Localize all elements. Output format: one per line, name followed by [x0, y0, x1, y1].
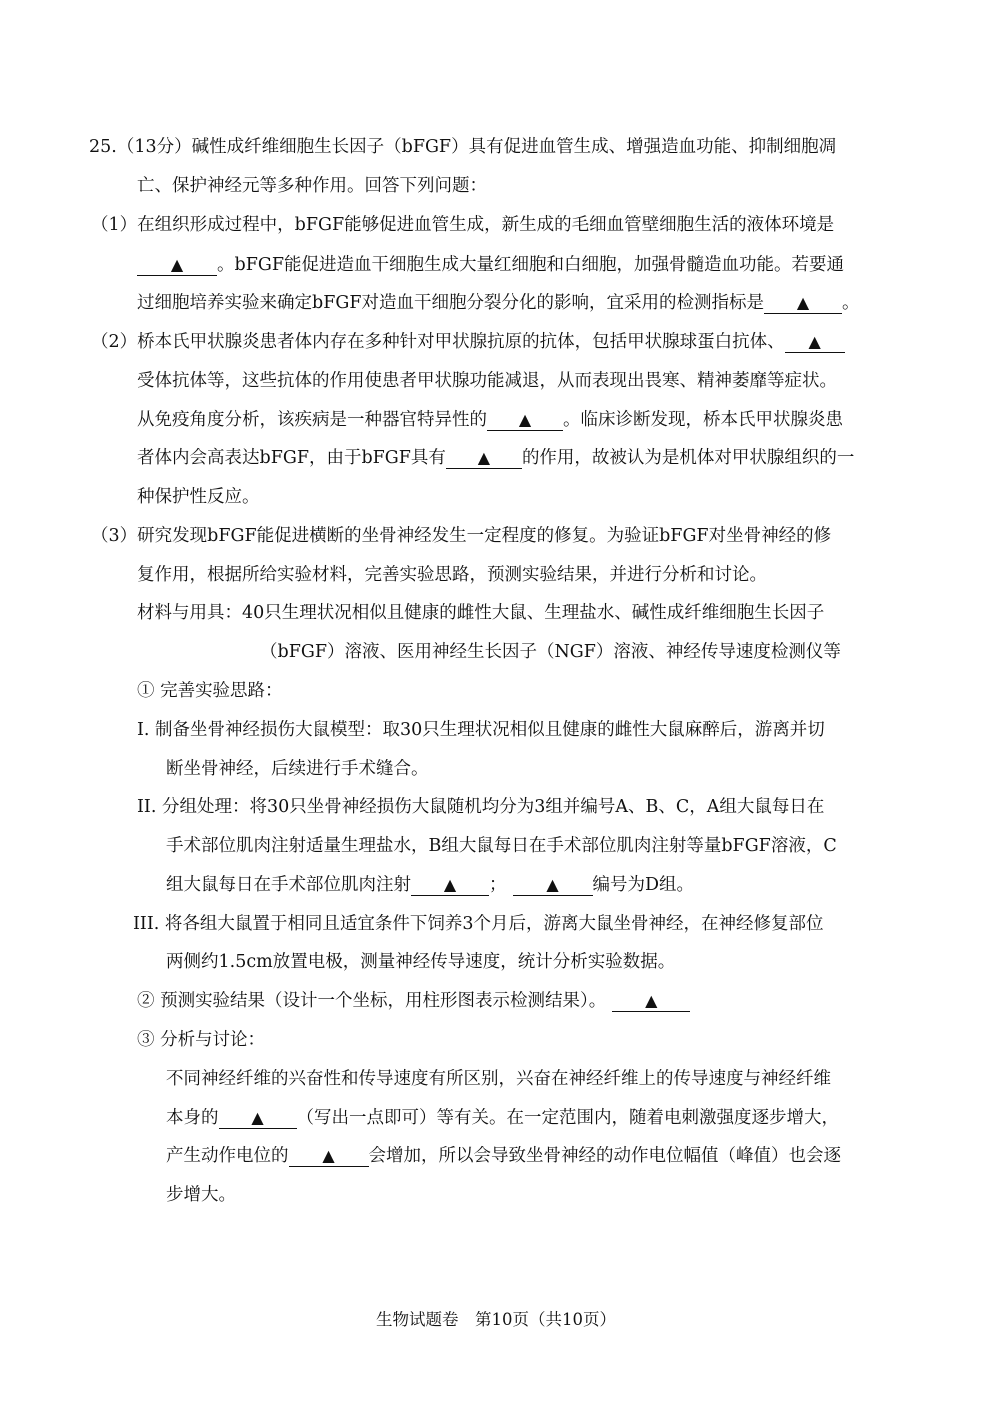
- answer-blank[interactable]: ▲: [137, 255, 217, 276]
- discussion-line-3: 产生动作电位的 ▲ 会增加，所以会导致坐骨神经的动作电位幅值（峰值）也会逐: [166, 1146, 841, 1166]
- subquestion-3: ③ 分析与讨论：: [137, 1030, 266, 1050]
- answer-blank[interactable]: ▲: [513, 875, 593, 896]
- answer-blank[interactable]: ▲: [487, 410, 563, 431]
- subquestion-2: ② 预测实验结果（设计一个坐标，用柱形图表示检测结果）。 ▲: [137, 989, 690, 1013]
- step2-line-3: 组大鼠每日在手术部位肌肉注射 ▲ ； ▲ 编号为D组。: [166, 875, 695, 895]
- step3-line-1: III. 将各组大鼠置于相同且适宜条件下饲养3个月后，游离大鼠坐骨神经，在神经修复部位: [133, 914, 824, 934]
- answer-blank[interactable]: ▲: [219, 1108, 297, 1129]
- answer-blank[interactable]: ▲: [289, 1146, 369, 1167]
- step2-line-1: II. 分组处理：将30只坐骨神经损伤大鼠随机均分为3组并编号A、B、C，A组大鼠每日在: [137, 797, 825, 817]
- part1-line-2: ▲ 。bFGF能促进造血干细胞生成大量红细胞和白细胞，加强骨髓造血功能。若要通: [137, 253, 844, 277]
- part2-line-3: 从免疫角度分析，该疾病是一种器官特异性的 ▲ 。临床诊断发现，桥本氏甲状腺炎患: [137, 410, 843, 430]
- step1-line-1: I. 制备坐骨神经损伤大鼠模型：取30只生理状况相似且健康的雌性大鼠麻醉后，游离并切: [137, 720, 825, 740]
- part2-line-2: 受体抗体等，这些抗体的作用使患者甲状腺功能减退，从而表现出畏寒、精神萎靡等症状。: [137, 371, 837, 391]
- question-intro: （13分）碱性成纤维细胞生长因子（bFGF）具有促进血管生成、增强造血功能、抑制细胞凋: [116, 137, 837, 157]
- answer-blank[interactable]: ▲: [785, 332, 845, 353]
- discussion-line-1: 不同神经纤维的兴奋性和传导速度有所区别，兴奋在神经纤维上的传导速度与神经纤维: [166, 1069, 831, 1089]
- answer-blank[interactable]: ▲: [446, 448, 522, 469]
- step1-line-2: 断坐骨神经，后续进行手术缝合。: [166, 759, 429, 779]
- discussion-line-2: 本身的 ▲ （写出一点即可）等有关。在一定范围内，随着电刺激强度逐步增大，: [166, 1108, 839, 1128]
- part3-line-2: 复作用，根据所给实验材料，完善实验思路，预测实验结果，并进行分析和讨论。: [137, 565, 767, 585]
- part2-line-4: 者体内会高表达bFGF，由于bFGF具有 ▲ 的作用，故被认为是机体对甲状腺组织的一: [137, 448, 855, 468]
- part1-line-3: 过细胞培养实验来确定bFGF对造血干细胞分裂分化的影响，宜采用的检测指标是 ▲ 。: [137, 293, 860, 313]
- answer-blank[interactable]: ▲: [612, 991, 690, 1012]
- question-header-line-1: [89, 135, 836, 159]
- page-footer: 生物试题卷 第10页（共10页）: [376, 1310, 616, 1329]
- part2-line-5: 种保护性反应。: [137, 487, 260, 507]
- materials-line-1: 材料与用具：40只生理状况相似且健康的雌性大鼠、生理盐水、碱性成纤维细胞生长因子: [137, 603, 825, 623]
- discussion-line-4: 步增大。: [166, 1185, 236, 1205]
- answer-blank[interactable]: ▲: [411, 875, 489, 896]
- question-header-line-2: 亡、保护神经元等多种作用。回答下列问题：: [137, 176, 487, 196]
- part2-line-1: （2）桥本氏甲状腺炎患者体内存在多种针对甲状腺抗原的抗体，包括甲状腺球蛋白抗体、 ▲: [91, 330, 845, 354]
- materials-line-2: （bFGF）溶液、医用神经生长因子（NGF）溶液、神经传导速度检测仪等: [260, 642, 841, 662]
- question-number: 25.: [89, 137, 117, 157]
- part1-line-1: （1）在组织形成过程中，bFGF能够促进血管生成，新生成的毛细血管壁细胞生活的液体环境是: [91, 215, 835, 235]
- part3-line-1: （3）研究发现bFGF能促进横断的坐骨神经发生一定程度的修复。为验证bFGF对坐骨神经的修: [91, 526, 832, 546]
- subquestion-1: ① 完善实验思路：: [137, 681, 283, 701]
- answer-blank[interactable]: ▲: [764, 293, 842, 314]
- step3-line-2: 两侧约1.5cm放置电极，测量神经传导速度，统计分析实验数据。: [166, 952, 676, 972]
- step2-line-2: 手术部位肌肉注射适量生理盐水，B组大鼠每日在手术部位肌肉注射等量bFGF溶液，C: [166, 836, 837, 856]
